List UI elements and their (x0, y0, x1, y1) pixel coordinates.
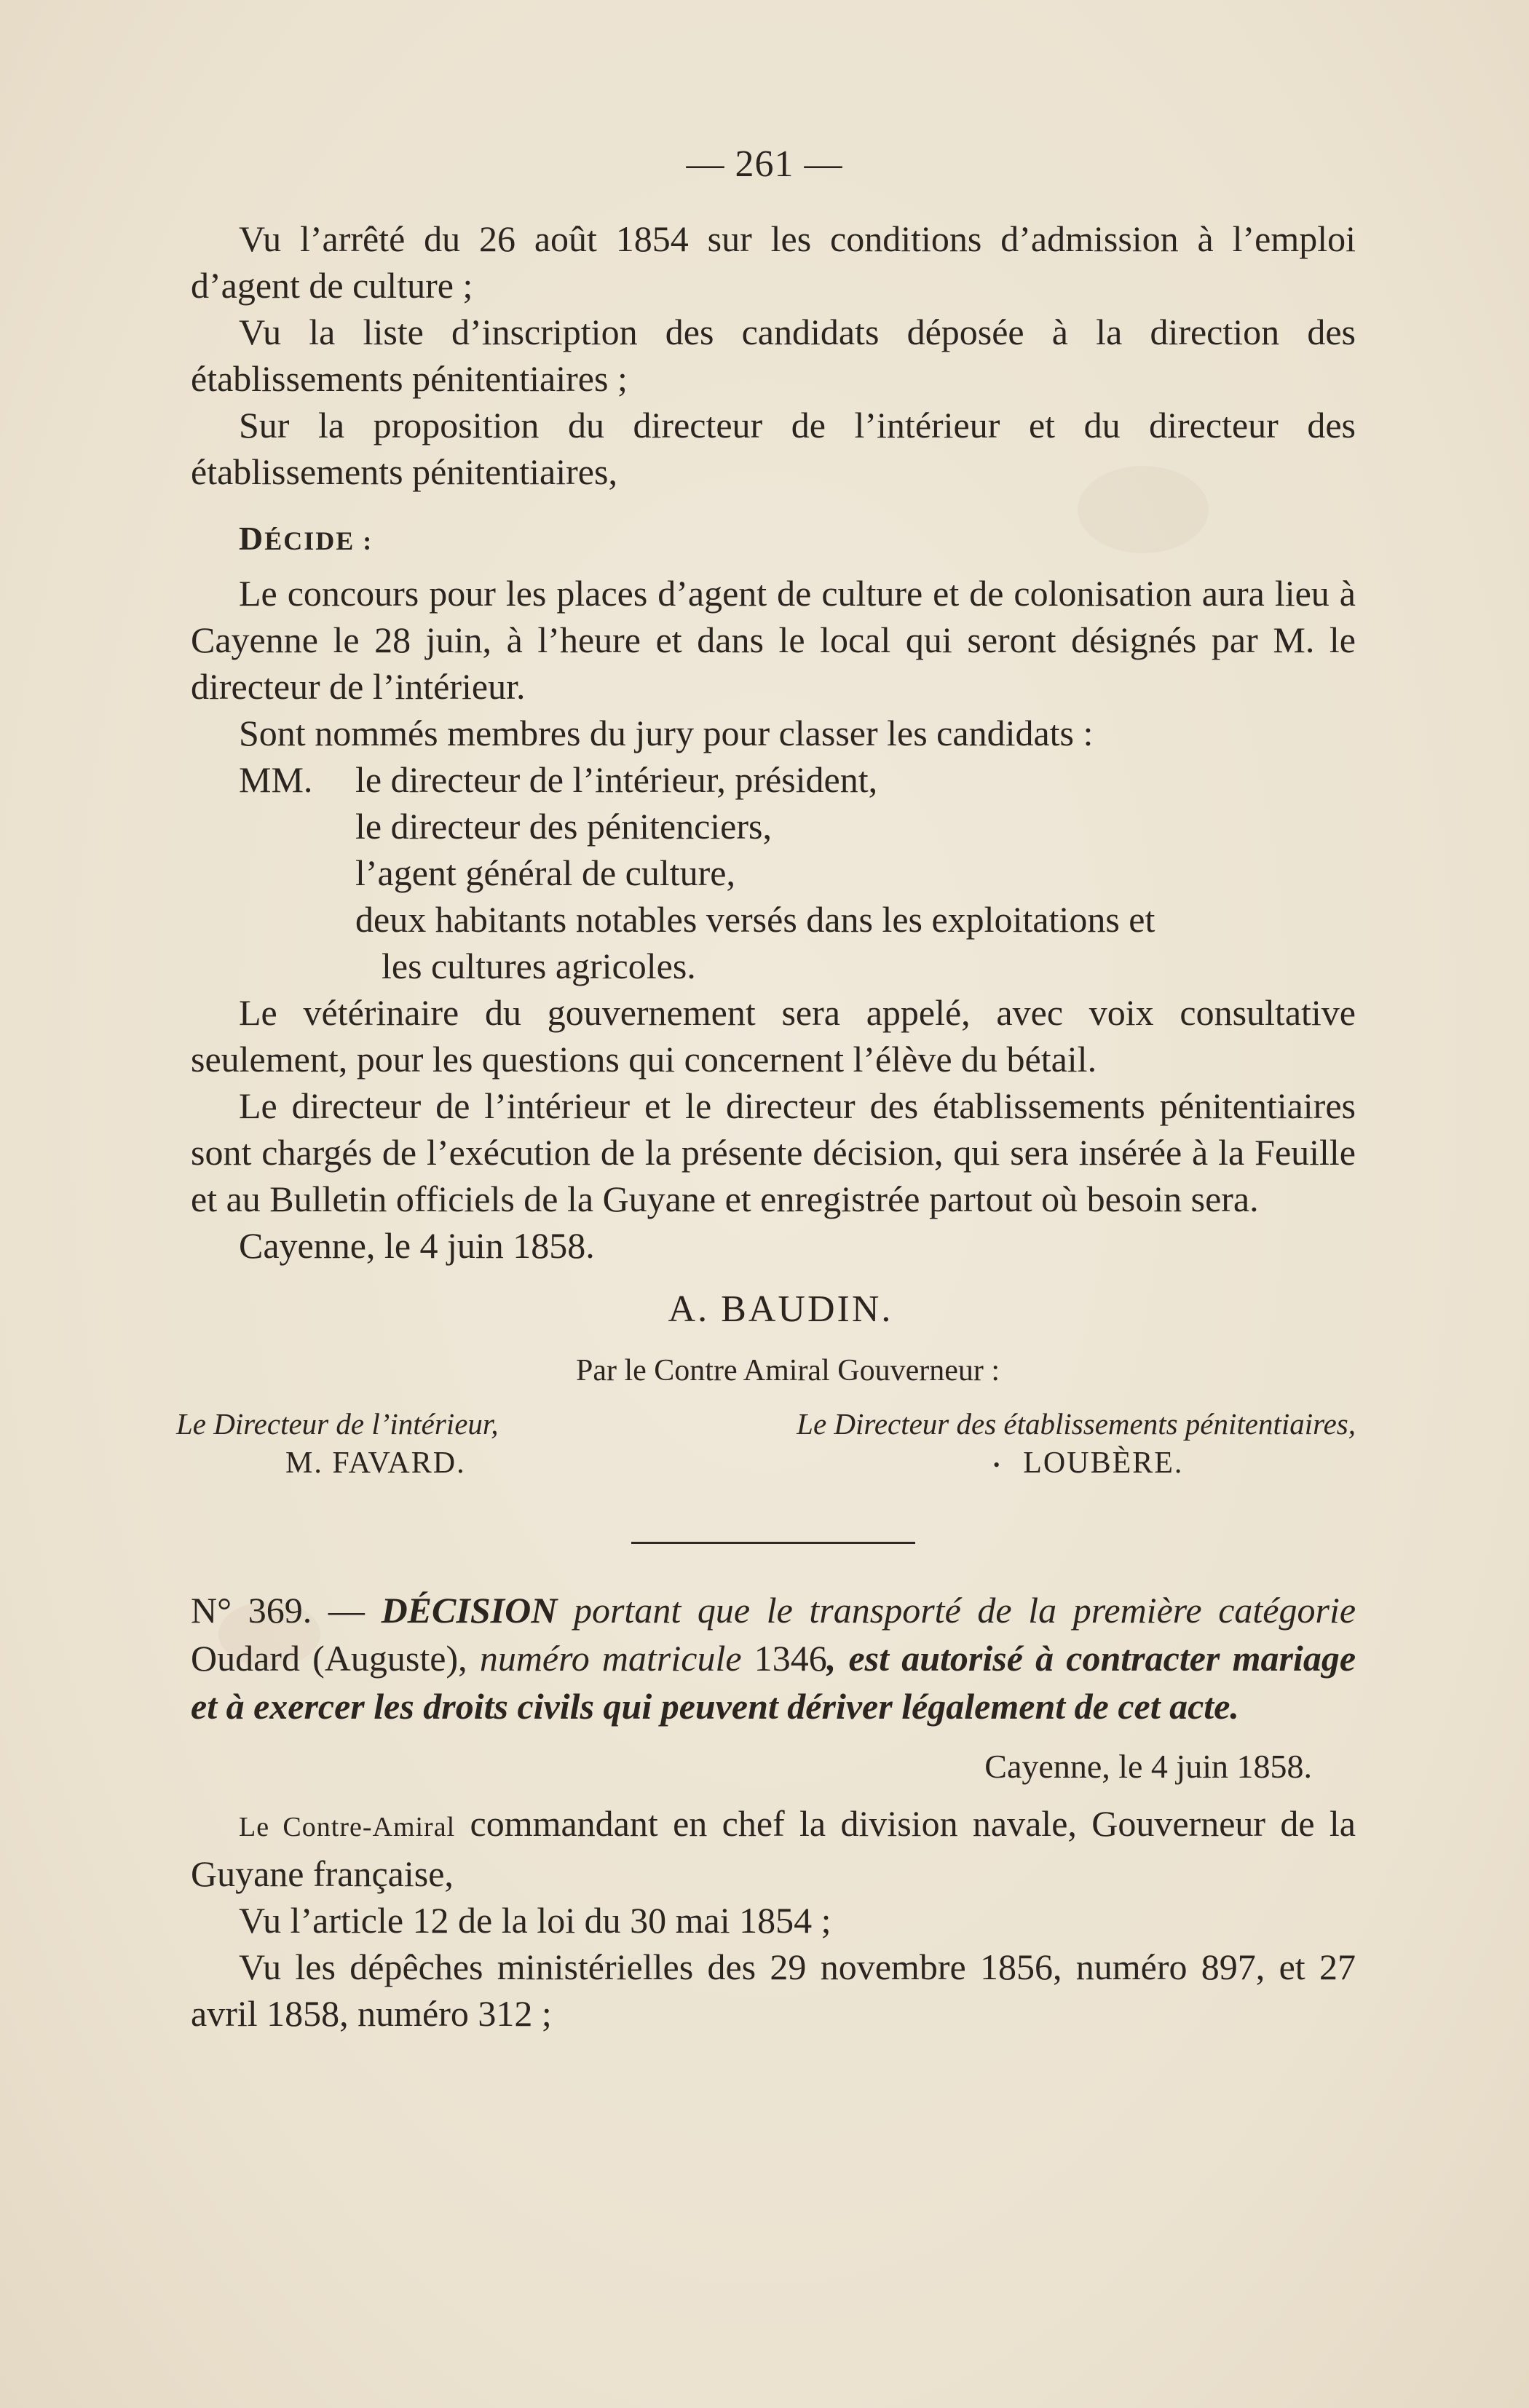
heading-decision-word: DÉCISION (381, 1590, 558, 1631)
decision-369-intro (191, 1800, 1356, 1897)
decision-369-dateline: Cayenne, le 4 juin 1858. (984, 1748, 1312, 1786)
decide-rest: ÉCIDE : (264, 526, 374, 555)
jury-member: deux habitants notables versés dans les exploitations et (355, 899, 1155, 940)
decide-heading (239, 515, 1356, 564)
jury-members (355, 756, 1356, 989)
decide-initial: D (239, 520, 265, 557)
intro-rest: commandant en chef la division navale, Gouverneur de la Guyane française, (191, 1803, 1356, 1895)
considerant: Vu l’article 12 de la loi du 30 mai 1854 ; (239, 1900, 831, 1941)
jury-member-continuation: les cultures agricoles. (382, 946, 696, 986)
section-divider (631, 1542, 915, 1544)
countersign-right-name-line (797, 1443, 1183, 1485)
article-paragraph: Le concours pour les places d’agent de culture et de colonisation aura lieu à Cayenne le 28 juin, à l’heure et dans le local qui seront désignés par M. le directeur de l’intérieur. (191, 573, 1356, 707)
bullet-mark: • (993, 1454, 1002, 1476)
considerant: Vu les dépêches ministérielles des 29 novembre 1856, numéro 897, et 27 avril 1858, numéro 312 ; (191, 1946, 1356, 2035)
considerant: Sur la proposition du directeur de l’intérieur et du directeur des établissements pénitentiaires, (191, 405, 1356, 492)
considerant: Vu l’arrêté du 26 août 1854 sur les conditions d’admission à l’emploi d’agent de culture ; (191, 218, 1356, 306)
decision-368-text (176, 215, 1356, 2037)
heading-dash: — (328, 1590, 365, 1631)
page-number: — 261 — (686, 143, 843, 185)
heading-italic-1: portant que le transporté de la première catégorie (573, 1590, 1356, 1631)
jury-member: le directeur de l’intérieur, président, (355, 759, 878, 800)
article-paragraph: Sont nommés membres du jury pour classer les candidats : (239, 713, 1094, 753)
jury-member: l’agent général de culture, (355, 852, 735, 893)
countersign-left-role: Le Directeur de l’intérieur, (176, 1407, 499, 1441)
heading-bold-italic: , est autorisé à contracter mariage et à exercer les droits civils qui peuvent dériver légalement de cet acte. (191, 1638, 1356, 1727)
considerant: Vu la liste d’inscription des candidats déposée à la direction des établissements pénitentiaires ; (191, 312, 1356, 399)
decision-number: N° 369. (191, 1590, 312, 1631)
article-paragraph: Le directeur de l’intérieur et le directeur des établissements pénitentiaires sont chargés de l’exécution de la présente décision, qui sera insérée à la Feuille et au Bulletin officiels de la Guyane et enregistrée partout où besoin sera. (191, 1085, 1356, 1219)
heading-italic-2: numéro matricule (479, 1638, 742, 1679)
place-date: Cayenne, le 4 juin 1858. (239, 1225, 595, 1266)
countersign-left-name: M. FAVARD. (285, 1446, 466, 1480)
article-paragraph: Le vétérinaire du gouvernement sera appelé, avec voix consultative seulement, pour les questions qui concernent l’élève du bétail. (191, 992, 1356, 1080)
countersign-left (176, 1404, 499, 1485)
jury-list (239, 756, 1356, 989)
countersign-right (797, 1404, 1356, 1485)
signatory-name: A. BAUDIN. (668, 1288, 893, 1330)
intro-small-caps: Le Contre-Amiral (239, 1812, 456, 1843)
countersign-right-role: Le Directeur des établissements pénitentiaires, (797, 1407, 1356, 1441)
heading-person-name: Oudard (Auguste), (191, 1638, 467, 1679)
countersignatures (176, 1404, 1356, 1485)
jury-label: MM. (239, 759, 313, 800)
countersign-right-name: LOUBÈRE. (1023, 1446, 1184, 1480)
heading-matricule: 1346 (754, 1638, 827, 1679)
countersign-line: Par le Contre Amiral Gouverneur : (575, 1354, 1000, 1387)
decision-369-heading (191, 1586, 1356, 1730)
jury-member: le directeur des pénitenciers, (355, 806, 772, 847)
